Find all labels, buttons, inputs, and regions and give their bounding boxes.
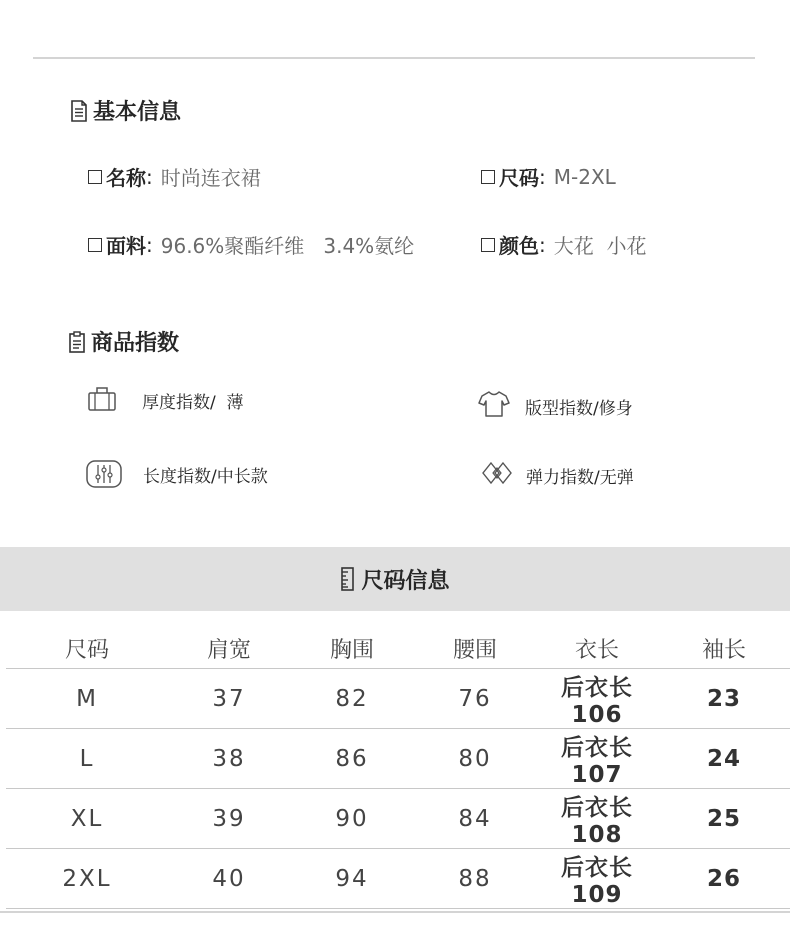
info-value: 大花 小花: [553, 234, 647, 258]
top-divider: [33, 57, 755, 59]
size-info-banner: [0, 547, 790, 611]
document-icon: [70, 100, 88, 122]
table-cell: 38: [168, 729, 290, 789]
info-value: M-2XL: [553, 164, 616, 189]
table-cell: 后衣长106: [536, 669, 658, 729]
table-cell: 40: [168, 849, 290, 909]
checkbox-icon: [481, 170, 495, 184]
info-item-name: [88, 162, 261, 191]
info-item-fabric: [88, 230, 414, 259]
info-item-size: [481, 162, 616, 191]
header-length: 衣长: [536, 628, 658, 669]
table-cell: 39: [168, 789, 290, 849]
table-row: [6, 849, 790, 909]
length-gauge-icon: [86, 459, 122, 493]
table-cell: XL: [6, 789, 168, 849]
info-key: 面料: [106, 234, 146, 258]
info-key: 尺码: [499, 166, 539, 190]
info-colon: :: [146, 232, 153, 257]
table-cell: 后衣长108: [536, 789, 658, 849]
table-row: [6, 669, 790, 729]
table-cell: M: [6, 669, 168, 729]
table-cell: 37: [168, 669, 290, 729]
header-sleeve: 袖长: [658, 628, 790, 669]
table-cell: 23: [658, 669, 790, 729]
size-info-heading: [340, 564, 449, 595]
info-item-color: [481, 230, 646, 259]
table-cell: 82: [290, 669, 414, 729]
table-cell: 2XL: [6, 849, 168, 909]
table-cell: 后衣长109: [536, 849, 658, 909]
product-index-title: 商品指数: [91, 331, 180, 356]
table-cell: 24: [658, 729, 790, 789]
info-colon: :: [539, 232, 546, 257]
table-cell: 80: [414, 729, 536, 789]
size-info-title: 尺码信息: [361, 568, 450, 594]
clipboard-icon: [68, 331, 86, 353]
table-cell: L: [6, 729, 168, 789]
info-key: 颜色: [499, 234, 539, 258]
thickness-index: 厚度指数/ 薄: [142, 393, 244, 413]
table-cell: 25: [658, 789, 790, 849]
basic-info-heading: [70, 95, 181, 126]
ruler-icon: [340, 567, 356, 591]
product-index-heading: [68, 326, 179, 357]
diamond-icon: [482, 460, 512, 490]
basic-info-title: 基本信息: [93, 100, 182, 125]
bag-icon: [87, 386, 117, 416]
length-index: 长度指数/中长款: [143, 467, 268, 487]
table-cell: 76: [414, 669, 536, 729]
info-colon: :: [146, 164, 153, 189]
info-value: 时尚连衣裙: [160, 166, 261, 190]
table-cell: 90: [290, 789, 414, 849]
header-shoulder: 肩宽: [168, 628, 290, 669]
table-cell: 26: [658, 849, 790, 909]
size-table-header-row: [6, 628, 790, 669]
table-cell: 后衣长107: [536, 729, 658, 789]
elasticity-index: 弹力指数/无弹: [526, 468, 634, 488]
table-cell: 88: [414, 849, 536, 909]
info-key: 名称: [106, 166, 146, 190]
fit-index: 版型指数/修身: [525, 399, 633, 419]
checkbox-icon: [88, 238, 102, 252]
table-row: [6, 729, 790, 789]
checkbox-icon: [481, 238, 495, 252]
tshirt-icon: [478, 390, 510, 422]
table-cell: 84: [414, 789, 536, 849]
header-waist: 腰围: [414, 628, 536, 669]
checkbox-icon: [88, 170, 102, 184]
size-table: [6, 628, 790, 909]
table-cell: 94: [290, 849, 414, 909]
header-size: 尺码: [6, 628, 168, 669]
table-cell: 86: [290, 729, 414, 789]
info-value: 96.6%聚酯纤维 3.4%氨纶: [160, 234, 415, 258]
bottom-divider: [0, 911, 790, 913]
header-bust: 胸围: [290, 628, 414, 669]
info-colon: :: [539, 164, 546, 189]
table-row: [6, 789, 790, 849]
